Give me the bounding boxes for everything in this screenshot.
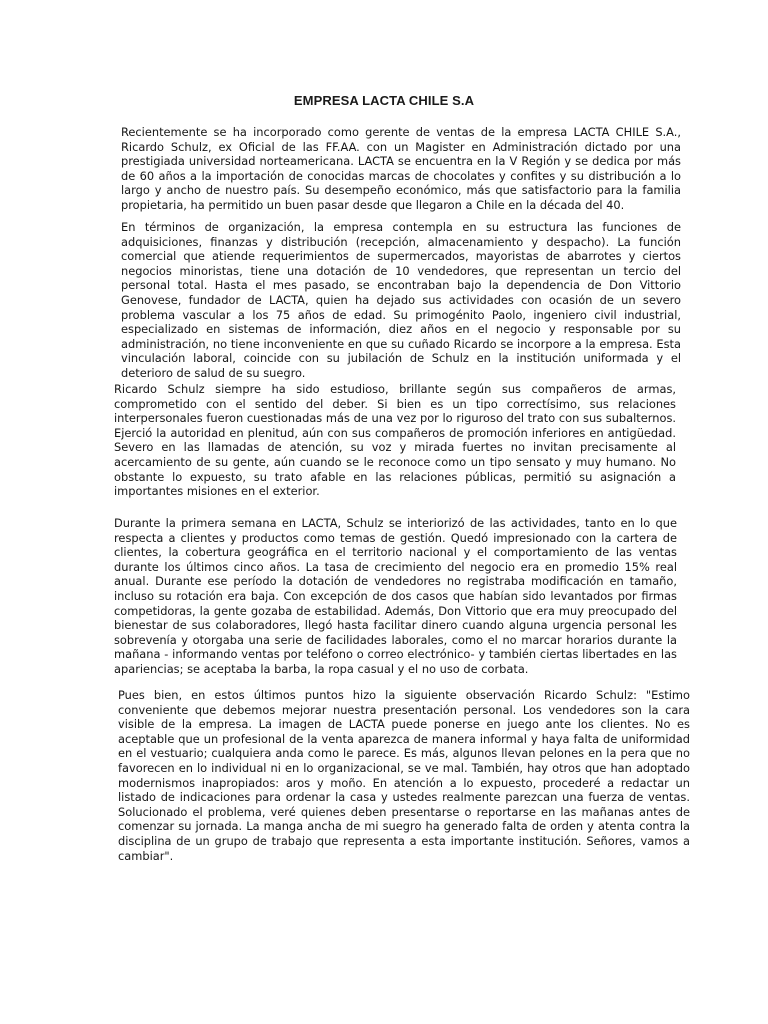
paragraph-schulz-observation: Pues bien, en estos últimos puntos hizo la siguiente observación Ricardo Schulz: "Estimo conveniente que debemos mejorar nuestra presentación personal. Los vendedores son la cara visible de la empresa. La imagen de LACTA puede ponerse en juego ante los clientes. No es aceptable que un profesional de la venta aparezca de manera informal y haya falta de uniformidad en el vestuario; cualquiera anda como le parece. Es más, algunos llevan pelones en la pera que no favorecen en lo individual ni en lo organizacional, se ve mal. También, hay otros que han adoptado modernismos inapropiados: aros y moño. En atención a lo expuesto, procederé a redactar un listado de indicaciones para ordenar la casa y ustedes realmente parezcan una fuerza de ventas. Solucionado el problema, veré quienes deben presentarse o reportarse en las mañanas antes de comenzar su jornada. La manga ancha de mi suegro ha generado falta de orden y atenta contra la disciplina de un grupo de trabajo que representa a esta importante institución. Señores, vamos a cambiar".	[118, 688, 690, 863]
paragraph-first-week: Durante la primera semana en LACTA, Schulz se interiorizó de las actividades, tanto en lo que respecta a clientes y productos como temas de gestión. Quedó impresionado con la cartera de clientes, la cobertura geográfica en el territorio nacional y el comportamiento de las ventas durante los últimos cinco años. La tasa de crecimiento del negocio era en promedio 15% real anual. Durante ese período la dotación de vendedores no registraba modificación en tamaño, incluso su rotación era baja. Con excepción de dos casos que habían sido levantados por firmas competidoras, la gente gozaba de estabilidad. Además, Don Vittorio que era muy preocupado del bienestar de sus colaboradores, llegó hasta facilitar dinero cuando alguna urgencia personal les sobrevenía y otorgaba una serie de facilidades laborales, como el no marcar horarios durante la mañana - informando ventas por teléfono o correo electrónico- y también ciertas libertades en las apariencias; se aceptaba la barba, la ropa casual y el no uso de corbata.	[114, 516, 677, 676]
paragraph-organization: En términos de organización, la empresa contempla en su estructura las funciones de adquisiciones, finanzas y distribución (recepción, almacenamiento y despacho). La función comercial que atiende requerimientos de supermercados, mayoristas de abarrotes y ciertos negocios minoristas, tiene una dotación de 10 vendedores, que representan un tercio del personal total. Hasta el mes pasado, se encontraban bajo la dependencia de Don Vittorio Genovese, fundador de LACTA, quien ha dejado sus actividades con ocasión de un severo problema vascular a los 75 años de edad. Su primogénito Paolo, ingeniero civil industrial, especializado en sistemas de información, diez años en el negocio y responsable por su administración, no tiene inconveniente en que su cuñado Ricardo se incorpore a la empresa. Esta vinculación laboral, coincide con su jubilación de Schulz en la institución uniformada y el deterioro de salud de su suegro.	[121, 220, 681, 380]
paragraph-company-intro: Recientemente se ha incorporado como gerente de ventas de la empresa LACTA CHILE S.A., Ricardo Schulz, ex Oficial de las FF.AA. con un Magister en Administración dictado por una prestigiada universidad norteamericana. LACTA se encuentra en la V Región y se dedica por más de 60 años a la importación de conocidas marcas de chocolates y confites y su distribución a lo largo y ancho de nuestro país. Su desempeño económico, más que satisfactorio para la familia propietaria, ha permitido un buen pasar desde que llegaron a Chile en la década del 40.	[121, 125, 681, 212]
document-title: EMPRESA LACTA CHILE S.A	[293, 93, 475, 108]
paragraph-schulz-profile: Ricardo Schulz siempre ha sido estudioso, brillante según sus compañeros de armas, comprometido con el sentido del deber. Si bien es un tipo correctísimo, sus relaciones interpersonales fueron cuestionadas más de una vez por lo riguroso del trato con sus subalternos. Ejerció la autoridad en plenitud, aún con sus compañeros de promoción inferiores en antigüedad. Severo en las llamadas de atención, su voz y mirada fuertes no invitan precisamente al acercamiento de su gente, aún cuando se le reconoce como un tipo sensato y muy humano. No obstante lo expuesto, su trato afable en las relaciones públicas, permitió su asignación a importantes misiones en el exterior.	[114, 382, 676, 499]
